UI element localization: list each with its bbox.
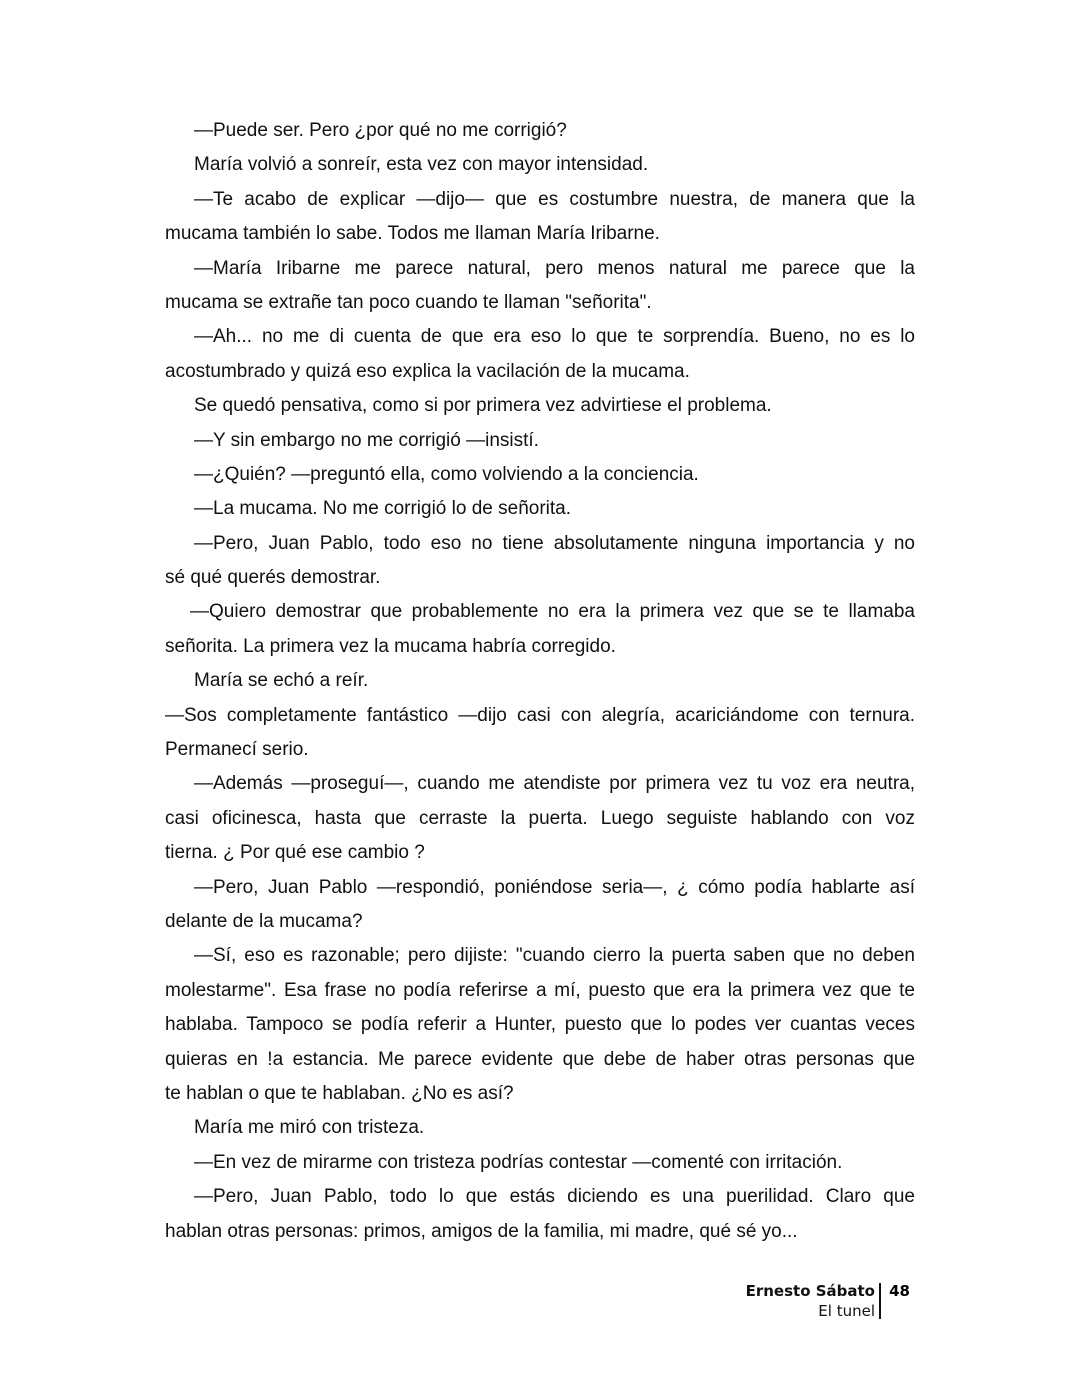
text-line: señorita. La primera vez la mucama habría corregido.	[165, 635, 616, 657]
footer-meta	[746, 1281, 875, 1321]
paragraph	[165, 699, 915, 768]
text-line: hablaba. Tampoco se podía referir a Hunter, puesto que lo podes ver cuantas veces	[165, 1014, 915, 1036]
paragraph	[165, 767, 915, 870]
text-line: —Pero, Juan Pablo, todo eso no tiene absolutamente ninguna importancia y no	[194, 532, 915, 554]
text-line: —Puede ser. Pero ¿por qué no me corrigió?	[194, 120, 567, 141]
footer-author: Ernesto Sábato	[745, 1282, 875, 1300]
text-line: —La mucama. No me corrigió lo de señorita.	[194, 498, 571, 520]
paragraph	[165, 939, 915, 1111]
text-line: acostumbrado y quizá eso explica la vacilación de la mucama.	[165, 360, 690, 382]
text-line: mucama se extrañe tan poco cuando te llaman "señorita".	[165, 291, 652, 313]
paragraph	[165, 664, 915, 698]
text-line: María se echó a reír.	[194, 670, 369, 692]
text-line: quieras en !a estancia. Me parece evidente que debe de haber otras personas que	[165, 1048, 915, 1070]
text-line: hablan otras personas: primos, amigos de la familia, mi madre, qué sé yo...	[165, 1220, 798, 1242]
text-line: —Ah... no me di cuenta de que era eso lo que te sorprendía. Bueno, no es lo	[194, 326, 915, 348]
footer-divider	[879, 1283, 881, 1319]
paragraph	[165, 458, 915, 492]
text-line: casi oficinesca, hasta que cerraste la puerta. Luego seguiste hablando con voz	[165, 807, 915, 829]
text-line: —Sos completamente fantástico —dijo casi con alegría, acariciándome con ternura.	[165, 704, 915, 726]
text-line: molestarme". Esa frase no podía referirse a mí, puesto que era la primera vez que te	[165, 979, 915, 1001]
paragraph	[165, 320, 915, 389]
paragraph	[165, 424, 915, 458]
text-line: Se quedó pensativa, como si por primera vez advirtiese el problema.	[194, 395, 772, 417]
paragraph	[165, 1111, 915, 1145]
text-line: delante de la mucama?	[165, 910, 363, 932]
text-line: —Sí, eso es razonable; pero dijiste: "cuando cierro la puerta saben que no deben	[194, 945, 915, 967]
paragraph	[165, 527, 915, 596]
text-line: —Quiero demostrar que probablemente no era la primera vez que se te llamaba	[190, 601, 915, 623]
paragraph	[165, 1180, 915, 1249]
page-body	[165, 114, 915, 1249]
paragraph	[165, 114, 915, 148]
paragraph	[165, 1146, 915, 1180]
text-line: —Te acabo de explicar —dijo— que es costumbre nuestra, de manera que la	[194, 188, 915, 210]
text-line: —Además —proseguí—, cuando me atendiste por primera vez tu voz era neutra,	[194, 773, 915, 795]
text-line: —¿Quién? —preguntó ella, como volviendo a la conciencia.	[194, 463, 699, 485]
paragraph	[165, 871, 915, 940]
paragraph	[165, 252, 915, 321]
text-line: María me miró con tristeza.	[194, 1117, 425, 1139]
paragraph	[165, 595, 915, 664]
page-number: 48	[889, 1282, 910, 1300]
footer-book-title: El tunel	[818, 1302, 875, 1320]
paragraph	[165, 389, 915, 423]
text-line: te hablan o que te hablaban. ¿No es así?	[165, 1082, 514, 1104]
paragraph	[165, 148, 915, 182]
text-line: María volvió a sonreír, esta vez con mayor intensidad.	[194, 154, 649, 176]
paragraph	[165, 492, 915, 526]
text-line: —Pero, Juan Pablo —respondió, poniéndose seria—, ¿ cómo podía hablarte así	[194, 876, 915, 898]
text-line: —En vez de mirarme con tristeza podrías contestar —comenté con irritación.	[194, 1151, 843, 1173]
paragraph	[165, 183, 915, 252]
text-line: tierna. ¿ Por qué ese cambio ?	[165, 842, 425, 864]
text-line: —Pero, Juan Pablo, todo lo que estás diciendo es una puerilidad. Claro que	[194, 1186, 915, 1208]
text-line: mucama también lo sabe. Todos me llaman María Iribarne.	[165, 223, 660, 245]
text-line: —Y sin embargo no me corrigió —insistí.	[194, 429, 539, 451]
text-line: Permanecí serio.	[165, 739, 309, 761]
text-line: —María Iribarne me parece natural, pero menos natural me parece que la	[194, 257, 915, 279]
text-line: sé qué querés demostrar.	[165, 567, 381, 589]
